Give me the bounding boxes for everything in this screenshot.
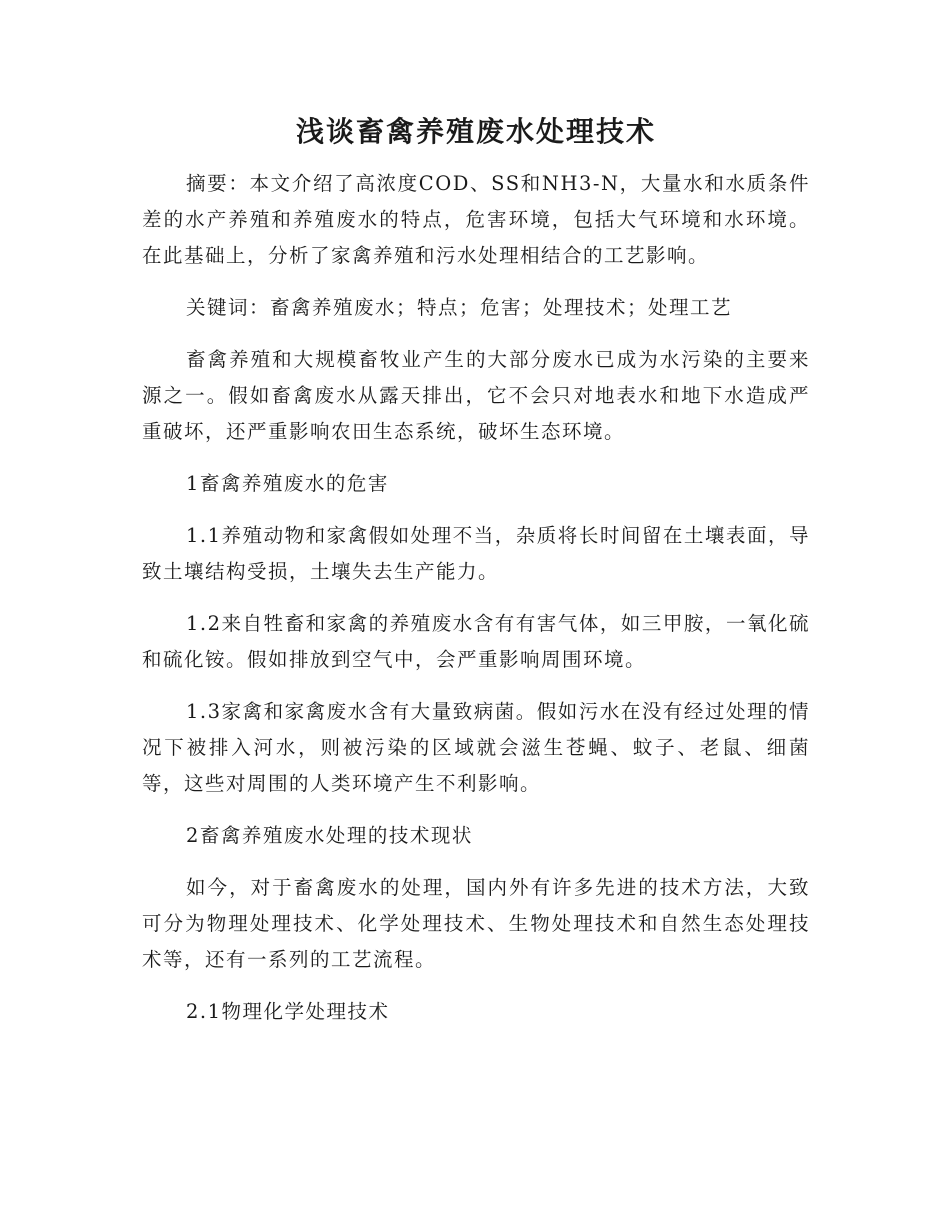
section-2-paragraph: 如今，对于畜禽废水的处理，国内外有许多先进的技术方法，大致可分为物理处理技术、化学处理技术、生物处理技术和自然生态处理技术等，还有一系列的工艺流程。: [142, 876, 810, 971]
subsection-1-2: 1.2来自牲畜和家禽的养殖废水含有有害气体，如三甲胺，一氧化硫和硫化铵。假如排放到空气中，会严重影响周围环境。: [142, 612, 810, 671]
section-heading-1: 1畜禽养殖废水的危害: [186, 472, 389, 495]
abstract-paragraph: 摘要：本文介绍了高浓度COD、SS和NH3-N，大量水和水质条件差的水产养殖和养殖废水的特点，危害环境，包括大气环境和水环境。在此基础上，分析了家禽养殖和污水处理相结合的工艺影响。: [142, 172, 810, 267]
keywords-paragraph: 关键词：畜禽养殖废水；特点；危害；处理技术；处理工艺: [186, 296, 733, 319]
document-page: [142, 112, 810, 1046]
subsection-1-1: 1.1养殖动物和家禽假如处理不当，杂质将长时间留在土壤表面，导致土壤结构受损，土壤失去生产能力。: [142, 524, 810, 583]
intro-paragraph: 畜禽养殖和大规模畜牧业产生的大部分废水已成为水污染的主要来源之一。假如畜禽废水从露天排出，它不会只对地表水和地下水造成严重破坏，还严重影响农田生态系统，破坏生态环境。: [142, 348, 810, 443]
subsection-1-3: 1.3家禽和家禽废水含有大量致病菌。假如污水在没有经过处理的情况下被排入河水，则被污染的区域就会滋生苍蝇、蚊子、老鼠、细菌等，这些对周围的人类环境产生不利影响。: [142, 700, 810, 795]
section-heading-2: 2畜禽养殖废水处理的技术现状: [186, 824, 473, 847]
subsection-2-1: 2.1物理化学处理技术: [186, 1000, 390, 1023]
document-title: 浅谈畜禽养殖废水处理技术: [295, 115, 656, 148]
